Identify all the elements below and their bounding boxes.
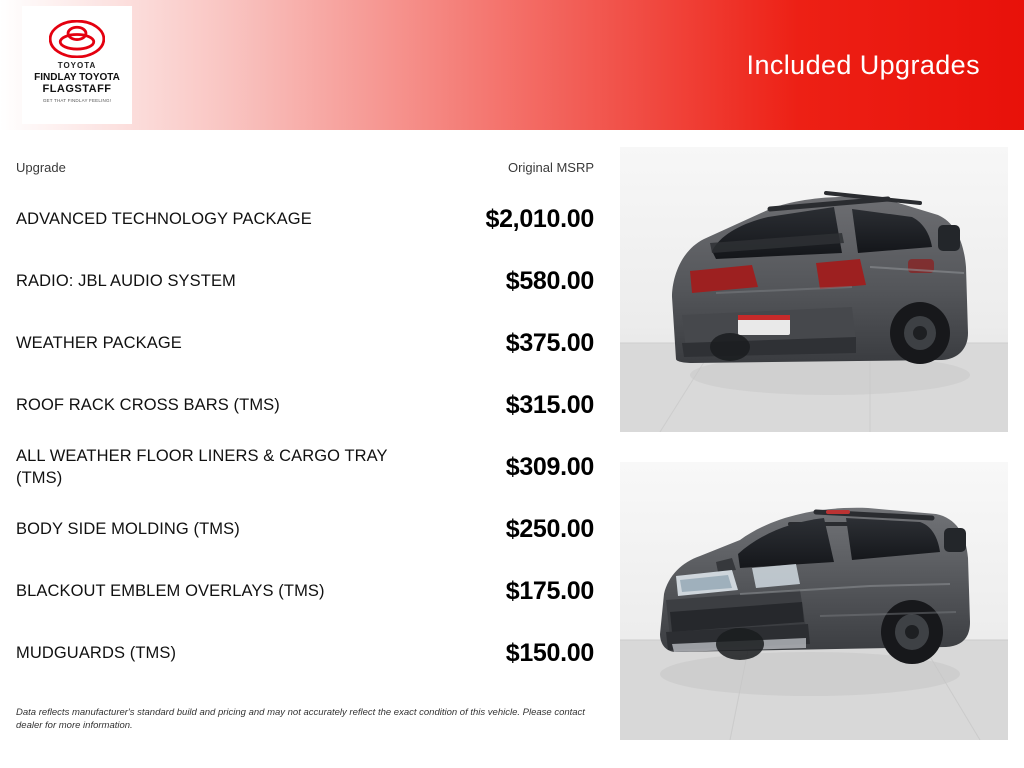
upgrade-name: WEATHER PACKAGE <box>16 334 182 352</box>
dealer-logo <box>22 6 132 124</box>
disclaimer-text: Data reflects manufacturer's standard build and pricing and may not accurately reflect the exact condition of this vehicle. Please contact dealer for more information. <box>16 707 585 731</box>
table-row <box>0 374 614 436</box>
upgrade-price: $580.00 <box>505 266 594 295</box>
table-row <box>0 622 614 684</box>
upgrade-price: $315.00 <box>505 390 594 419</box>
logo-city: FLAGSTAFF <box>42 83 112 95</box>
logo-tagline: GET THAT FINDLAY FEELING! <box>42 98 112 103</box>
table-row <box>0 436 614 498</box>
table-row <box>0 498 614 560</box>
logo-dealer-name: FINDLAY TOYOTA <box>34 72 120 83</box>
vehicle-photo-front <box>620 462 1008 740</box>
upgrade-name: BODY SIDE MOLDING (TMS) <box>16 520 240 538</box>
upgrade-price: $375.00 <box>505 328 594 357</box>
table-row <box>0 312 614 374</box>
upgrade-price: $175.00 <box>505 576 594 605</box>
upgrade-rows <box>0 188 614 684</box>
upgrade-price: $309.00 <box>505 452 594 481</box>
logo-wordmark: TOYOTA <box>57 61 97 70</box>
header-banner <box>0 0 1024 130</box>
vehicle-photo-rear <box>620 147 1008 432</box>
upgrade-name: BLACKOUT EMBLEM OVERLAYS (TMS) <box>16 582 325 600</box>
column-header-msrp: Original MSRP <box>508 160 594 175</box>
upgrades-table <box>0 130 614 768</box>
upgrade-price: $250.00 <box>505 514 594 543</box>
toyota-logo-icon <box>49 20 105 58</box>
page-title: Included Upgrades <box>746 50 980 80</box>
upgrade-price: $150.00 <box>505 638 594 667</box>
upgrade-price: $2,010.00 <box>485 204 594 233</box>
column-header-upgrade: Upgrade <box>16 160 66 175</box>
upgrade-name: ADVANCED TECHNOLOGY PACKAGE <box>16 210 312 228</box>
upgrade-name: ALL WEATHER FLOOR LINERS & CARGO TRAY (TMS) <box>16 447 388 487</box>
table-row <box>0 560 614 622</box>
upgrade-name: RADIO: JBL AUDIO SYSTEM <box>16 272 236 290</box>
vehicle-rear-image <box>620 147 1008 432</box>
vehicle-front-image <box>620 462 1008 740</box>
upgrade-name: MUDGUARDS (TMS) <box>16 644 177 662</box>
table-row <box>0 250 614 312</box>
upgrade-name: ROOF RACK CROSS BARS (TMS) <box>16 396 280 414</box>
table-row <box>0 188 614 250</box>
